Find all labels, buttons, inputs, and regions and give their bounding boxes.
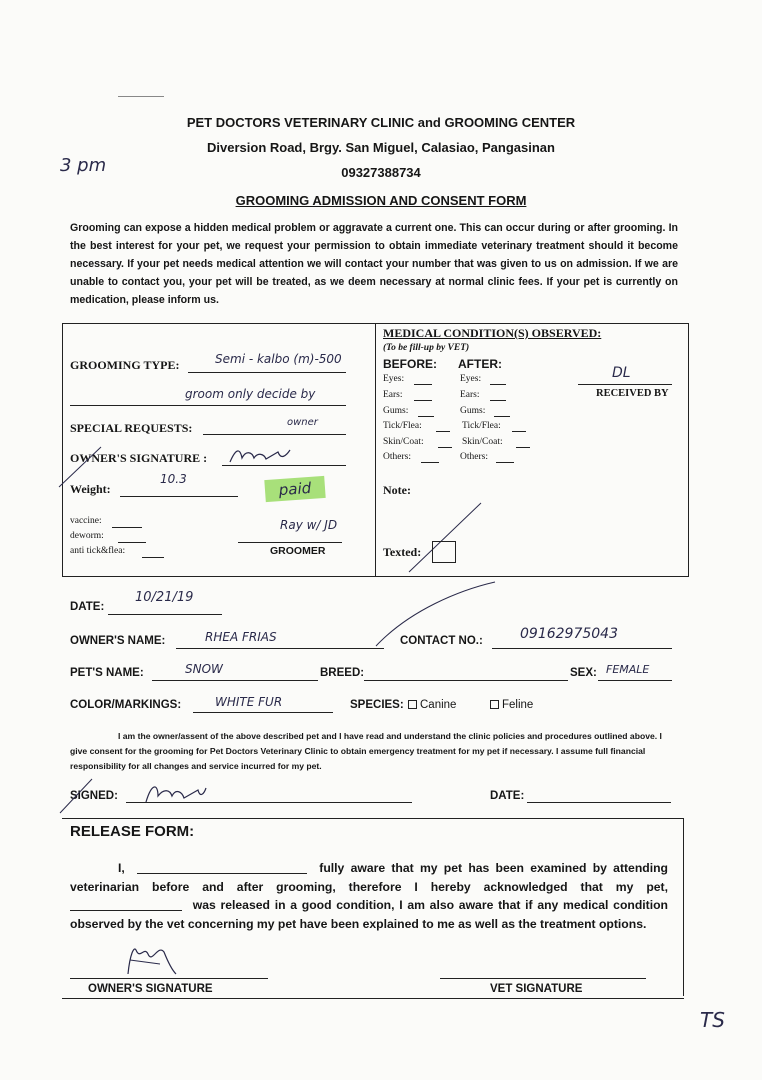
special-requests-line: [203, 434, 346, 435]
sex-value: FEMALE: [606, 663, 650, 676]
owner-release-signature: [120, 940, 180, 980]
date-value: 10/21/19: [135, 590, 194, 605]
owner-name-label: OWNER'S NAME:: [70, 635, 166, 647]
owner-name-line: [176, 648, 384, 649]
after-line-eyes: [490, 384, 506, 385]
paid-highlight: paid: [264, 476, 325, 502]
grooming-note-value: groom only decide by: [185, 387, 316, 401]
species-label: SPECIES:: [350, 699, 404, 711]
after-item-eyes: Eyes:: [460, 374, 482, 384]
color-value: WHITE FUR: [215, 695, 283, 709]
color-label: COLOR/MARKINGS:: [70, 699, 182, 711]
date-line: [108, 614, 222, 615]
after-label: AFTER:: [458, 357, 502, 371]
clinic-name: PET DOCTORS VETERINARY CLINIC and GROOMING CENTER: [186, 115, 576, 130]
owner-signature-scribble: [226, 444, 296, 468]
scan-mark: [118, 96, 164, 97]
tick-flea-label: anti tick&flea:: [70, 546, 126, 556]
signed-label: SIGNED:: [70, 790, 118, 802]
canine-checkbox[interactable]: [408, 700, 417, 709]
contact-line: [492, 648, 672, 649]
release-part2: was released in a good condition, I am also aware that if any medical condition observed by the vet concerning my pet have been explained to me as well as the treatment options.: [70, 898, 668, 931]
signed-strike: [56, 776, 96, 816]
weight-value: 10.3: [160, 472, 187, 486]
vet-sig-label: VET SIGNATURE: [490, 983, 583, 995]
medical-subtitle: (To be fill-up by VET): [383, 343, 470, 353]
vet-sig-line: [440, 978, 646, 979]
grooming-type-line: [188, 372, 346, 373]
date-label: DATE:: [70, 601, 105, 613]
release-title: RELEASE FORM:: [70, 823, 195, 840]
received-by-value: DL: [612, 365, 631, 381]
contact-label: CONTACT NO.:: [400, 635, 483, 647]
tick-flea-line: [142, 557, 164, 558]
box-divider: [375, 323, 376, 576]
after-line-ears: [490, 400, 506, 401]
note-label: Note:: [383, 483, 411, 497]
color-line: [193, 712, 333, 713]
weight-line: [120, 496, 238, 497]
date2-line: [527, 802, 671, 803]
breed-label: BREED:: [320, 667, 365, 679]
clinic-phone: 09327388734: [341, 165, 421, 180]
groomer-value: Ray w/ JD: [280, 518, 338, 532]
release-i: I,: [118, 861, 125, 875]
feline-checkbox[interactable]: [490, 700, 499, 709]
after-item-skin: Skin/Coat:: [462, 437, 503, 447]
intro-paragraph: Grooming can expose a hidden medical problem or aggravate a current one. This can occur during or after grooming. In the best interest for your pet, we request your permission to obtain immediate veterinary treatment should it become necessary. If your pet needs medical attention we will contact your number that was given to us on admission. If we are unable to contact you, your pet will be treated, as we deem necessary at normal clinic fees. If your pet is currently on medication, please inform us.: [70, 222, 678, 306]
feline-label: Feline: [502, 699, 534, 711]
before-item-tick: Tick/Flea:: [383, 421, 422, 431]
before-item-others: Others:: [383, 452, 411, 462]
texted-label: Texted:: [383, 545, 422, 559]
after-item-gums: Gums:: [460, 406, 486, 416]
medical-title: MEDICAL CONDITION(S) OBSERVED:: [383, 326, 602, 340]
groomer-line: [238, 542, 342, 543]
owner-sig-label: OWNER'S SIGNATURE: [88, 983, 213, 995]
before-line-skin: [438, 447, 452, 448]
release-part1: fully aware that my pet has been examined by attending veterinarian before and after grooming, therefore I hereby acknowledged that my pet,: [70, 861, 669, 894]
note-slash: [405, 500, 485, 575]
corner-initials: TS: [700, 1008, 725, 1032]
handwritten-time: 3 pm: [60, 155, 107, 176]
before-item-eyes: Eyes:: [383, 374, 405, 384]
after-line-tick: [512, 431, 526, 432]
owner-signature-label: OWNER'S SIGNATURE :: [70, 451, 208, 465]
vaccine-label: vaccine:: [70, 516, 102, 526]
release-top-line: [62, 818, 684, 819]
groomer-label: GROOMER: [270, 545, 326, 557]
clinic-address: Diversion Road, Brgy. San Miguel, Calasiao, Pangasinan: [207, 140, 555, 155]
before-line-others: [421, 462, 439, 463]
received-by-line: [578, 384, 672, 385]
contact-value: 09162975043: [520, 626, 618, 642]
release-name-blank: [137, 873, 307, 874]
owner-name-value: RHEA FRIAS: [205, 630, 277, 644]
deworm-label: deworm:: [70, 531, 104, 541]
before-item-skin: Skin/Coat:: [383, 437, 424, 447]
date2-label: DATE:: [490, 790, 525, 802]
before-item-ears: Ears:: [383, 390, 403, 400]
sex-label: SEX:: [570, 667, 597, 679]
deworm-line: [118, 542, 146, 543]
before-item-gums: Gums:: [383, 406, 409, 416]
special-requests-label: SPECIAL REQUESTS:: [70, 421, 193, 435]
grooming-note-line: [70, 405, 346, 406]
species-canine[interactable]: [408, 699, 456, 711]
pet-name-value: SNOW: [185, 662, 223, 676]
release-bottom-line: [62, 998, 684, 999]
vaccine-line: [112, 527, 142, 528]
before-line-ears: [414, 400, 432, 401]
before-label: BEFORE:: [383, 357, 437, 371]
pet-name-line: [152, 680, 318, 681]
release-paragraph: [70, 859, 668, 933]
consent-paragraph: I am the owner/assent of the above described pet and I have read and understand the clinic policies and procedures outlined above. I give consent for the grooming for Pet Doctors Veterinary Clinic to obtain emergency treatment for my pet if necessary. I assume full financial responsibility for all changes and service incurred for my pet.: [70, 731, 662, 771]
species-feline[interactable]: [490, 699, 533, 711]
after-line-skin: [516, 447, 530, 448]
before-line-eyes: [414, 384, 432, 385]
form-title: GROOMING ADMISSION AND CONSENT FORM: [235, 193, 527, 208]
after-item-others: Others:: [460, 452, 488, 462]
canine-label: Canine: [420, 699, 457, 711]
received-by-label: RECEIVED BY: [596, 388, 669, 399]
release-right-border: [683, 818, 684, 996]
after-item-tick: Tick/Flea:: [462, 421, 501, 431]
breed-line: [364, 680, 568, 681]
pet-name-label: PET'S NAME:: [70, 667, 144, 679]
weight-label: Weight:: [70, 482, 111, 496]
release-pet-blank: [70, 910, 182, 911]
after-item-ears: Ears:: [460, 390, 480, 400]
after-line-gums: [494, 416, 510, 417]
signed-scribble: [140, 780, 210, 806]
grooming-type-value: Semi - kalbo (m)-500: [215, 352, 342, 366]
sex-line: [598, 680, 672, 681]
grooming-type-label: GROOMING TYPE:: [70, 358, 180, 372]
special-requests-value: owner: [287, 417, 318, 428]
texted-checkbox[interactable]: [432, 541, 456, 563]
before-line-tick: [436, 431, 450, 432]
owner-sig-line: [70, 978, 268, 979]
after-line-others: [496, 462, 514, 463]
before-line-gums: [418, 416, 434, 417]
